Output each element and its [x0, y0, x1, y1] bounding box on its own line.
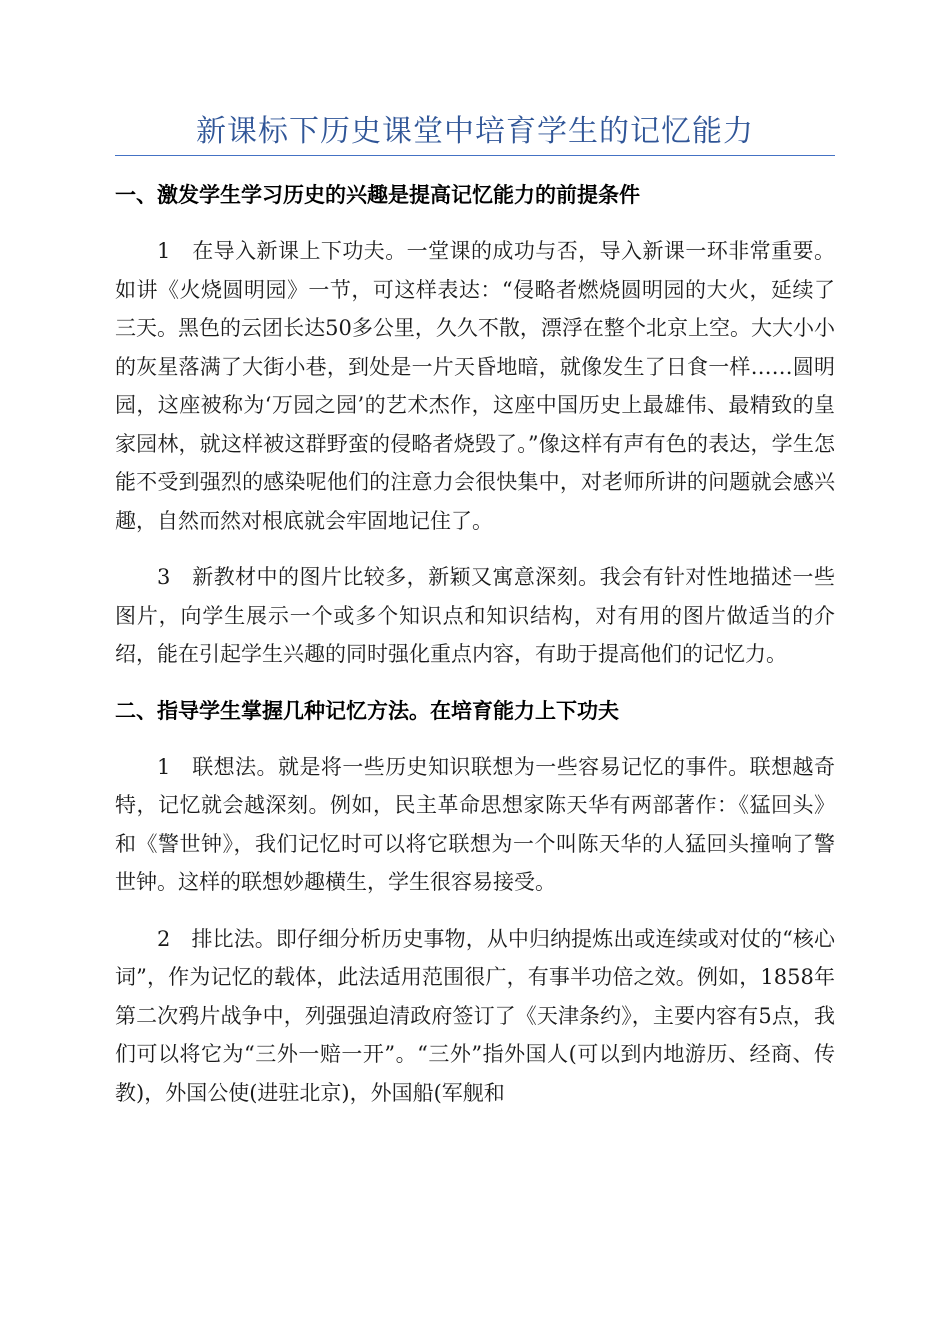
document-title: 新课标下历史课堂中培育学生的记忆能力 [196, 114, 754, 149]
section-2-paragraph-1: 1 联想法。就是将一些历史知识联想为一些容易记忆的事件。联想越奇特，记忆就会越深刻。例如，民主革命思想家陈天华有两部著作：《猛回头》和《警世钟》，我们记忆时可以将它联想为一个叫陈天华的人猛回头撞响了警世钟。这样的联想妙趣横生，学生很容易接受。 [115, 754, 835, 894]
document-body [115, 174, 835, 1130]
section-1 [115, 176, 835, 674]
section-1-heading: 一、激发学生学习历史的兴趣是提高记忆能力的前提条件 [115, 183, 640, 207]
title-underline [115, 155, 835, 156]
section-2-paragraph-2: 2 排比法。即仔细分析历史事物，从中归纳提炼出或连续或对仗的“核心词”，作为记忆的载体，此法适用范围很广，有事半功倍之效。例如，1858年第二次鸦片战争中，列强强迫清政府签订了《天津条约》，主要内容有5点，我们可以将它为“三外一赔一开”。“三外”指外国人(可以到内地游历、经商、传教)，外国公使(进驻北京)，外国船(军舰和 [115, 926, 835, 1105]
section-1-paragraph-1: 1 在导入新课上下功夫。一堂课的成功与否，导入新课一环非常重要。如讲《火烧圆明园》一节，可这样表达：“侵略者燃烧圆明园的大火，延续了三天。黑色的云团长达50多公里，久久不散，漂浮在整个北京上空。大大小小的灰星落满了大街小巷，到处是一片天昏地暗，就像发生了日食一样……圆明园，这座被称为‘万园之园’的艺术杰作，这座中国历史上最雄伟、最精致的皇家园林，就这样被这群野蛮的侵略者烧毁了。”像这样有声有色的表达，学生怎能不受到强烈的感染呢他们的注意力会很快集中，对老师所讲的问题就会感兴趣，自然而然对根底就会牢固地记住了。 [115, 239, 835, 533]
section-2 [115, 692, 835, 1113]
section-1-paragraph-2: 3 新教材中的图片比较多，新颖又寓意深刻。我会有针对性地描述一些图片，向学生展示一个或多个知识点和知识结构，对有用的图片做适当的介绍，能在引起学生兴趣的同时强化重点内容，有助于提高他们的记忆力。 [115, 565, 835, 666]
section-2-heading: 二、指导学生掌握几种记忆方法。在培育能力上下功夫 [115, 698, 619, 723]
